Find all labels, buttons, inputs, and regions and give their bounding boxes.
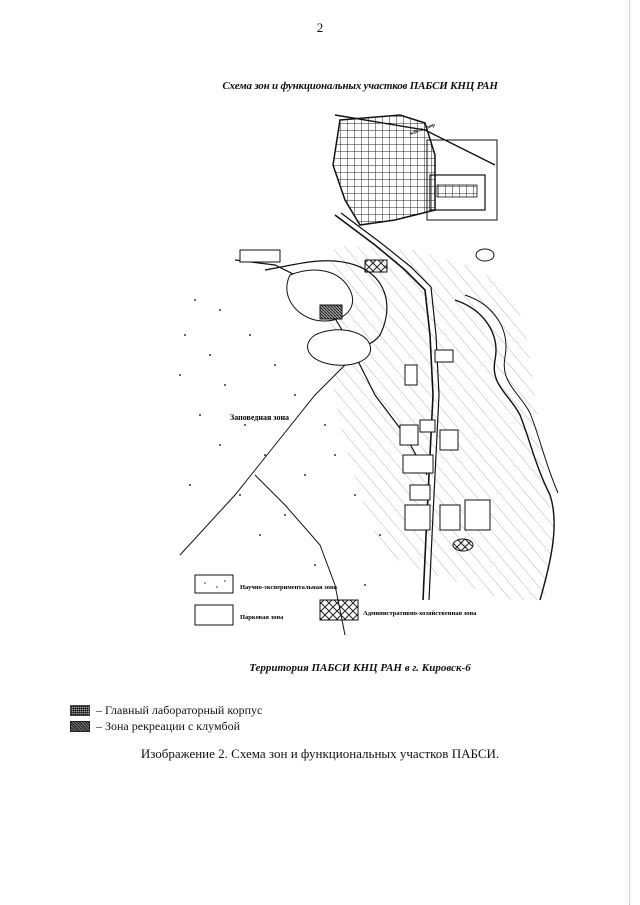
legend-note-lab-text: – Главный лабораторный корпус bbox=[96, 703, 263, 717]
main-lab-building bbox=[320, 305, 342, 319]
road-top-label: ждк. в Энер bbox=[408, 123, 436, 137]
legend-note-lab bbox=[70, 703, 262, 718]
admin-building-inner bbox=[437, 185, 477, 197]
admin-area bbox=[427, 140, 497, 220]
nursery-plot bbox=[240, 250, 280, 262]
flowerbed bbox=[453, 539, 473, 551]
recreation-zone bbox=[365, 260, 387, 272]
legend-note-recreation bbox=[70, 719, 240, 734]
legend-label-experimental: Научно-экспериментальная зона bbox=[240, 584, 337, 591]
reserve-zone-label: Заповедная зона bbox=[230, 413, 290, 422]
page-edge-divider bbox=[628, 0, 630, 905]
map-legend bbox=[195, 575, 477, 625]
pond-small bbox=[476, 249, 494, 261]
figure-caption: Изображение 2. Схема зон и функциональных участков ПАБСИ. bbox=[140, 746, 500, 761]
map-caption: Территория ПАБСИ КНЦ РАН в г. Кировск-6 bbox=[249, 662, 471, 674]
legend-swatch-admin bbox=[320, 600, 358, 620]
legend-note-recreation-text: – Зона рекреации с клумбой bbox=[96, 719, 241, 733]
legend-swatch-experimental bbox=[195, 575, 233, 593]
legend-swatch-park bbox=[195, 605, 233, 625]
legend-label-park: Парковая зона bbox=[240, 614, 284, 621]
park-pond bbox=[308, 330, 371, 365]
page-number: 2 bbox=[316, 20, 324, 35]
lab-swatch-icon bbox=[70, 705, 90, 716]
recreation-swatch-icon bbox=[70, 721, 90, 732]
experimental-zone-hatch bbox=[325, 245, 555, 600]
map-title: Схема зон и функциональных участков ПАБСИ КНЦ РАН bbox=[222, 80, 498, 92]
road-west-border bbox=[180, 365, 345, 555]
legend-label-admin: Административно-хозяйственная зона bbox=[363, 610, 477, 617]
zone-map bbox=[165, 95, 565, 660]
